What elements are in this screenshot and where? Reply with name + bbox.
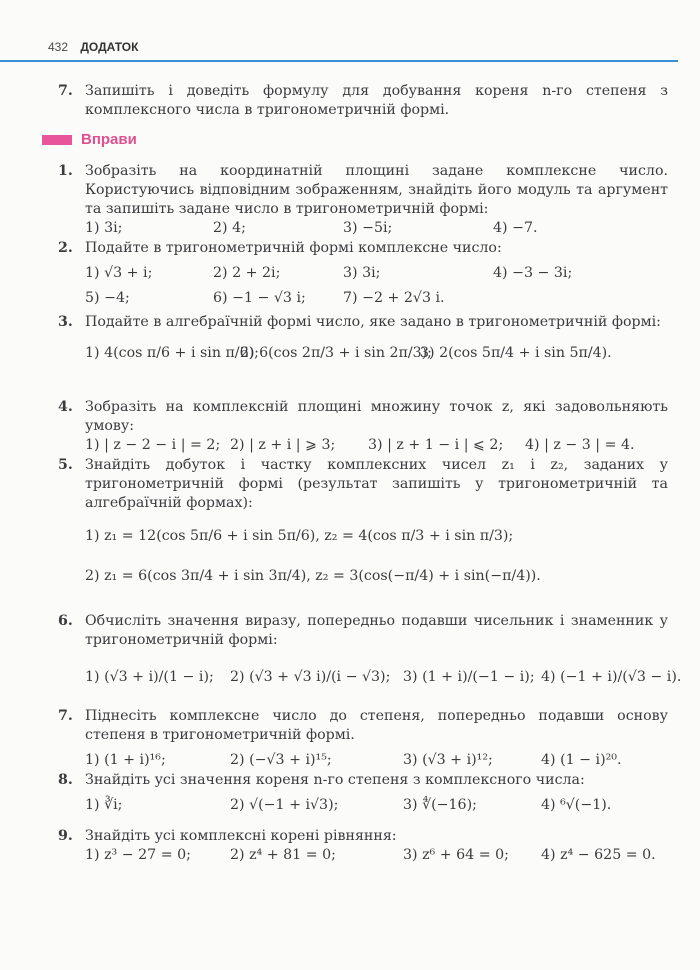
exercise-item: 1) z₁ = 12(cos 5π/6 + i sin 5π/6), z₂ = 4(cos π/3 + i sin π/3); <box>85 528 514 544</box>
exercise-text: Знайдіть усі значення кореня n-го степеня з комплексного числа: <box>85 772 585 788</box>
exercise-item: 2) 6(cos 2π/3 + i sin 2π/3); <box>240 345 432 361</box>
exercise-item: 2) z⁴ + 81 = 0; <box>230 847 336 863</box>
exercise-items <box>85 846 668 865</box>
exercise-items <box>85 289 668 308</box>
exercise-item: 3) −5i; <box>343 220 393 236</box>
exercise-item: 4) (1 − i)²⁰. <box>541 752 622 768</box>
exercise-item: 3) (√3 + i)¹²; <box>403 752 493 768</box>
intro-question <box>58 82 668 120</box>
exercise-item: 3) 2(cos 5π/4 + i sin 5π/4). <box>420 345 612 361</box>
exercise-item: 2) 2 + 2i; <box>213 265 281 281</box>
exercise-items <box>85 527 668 561</box>
exercise-item: 3) ∜(−16); <box>403 797 477 813</box>
exercise-item: 3) z⁶ + 64 = 0; <box>403 847 509 863</box>
exercise-item: 6) −1 − √3 i; <box>213 290 306 306</box>
exercise-item: 1) | z − 2 − i | = 2; <box>85 437 221 453</box>
exercise-number: 4. <box>58 399 73 415</box>
exercise-item: 1) 3i; <box>85 220 123 236</box>
exercise-number: 8. <box>58 772 73 788</box>
exercise-item: 4) | z − 3 | = 4. <box>525 437 635 453</box>
section-marker <box>42 135 72 145</box>
exercise-items <box>85 796 668 815</box>
exercise-number: 5. <box>58 457 73 473</box>
exercise-item: 7) −2 + 2√3 i. <box>343 290 445 306</box>
exercise-2 <box>58 239 668 308</box>
question-text: Запишіть і доведіть формулу для добування кореня n-го степеня з комплексного числа в тригонометричній формі. <box>85 83 668 118</box>
exercise-text: Подайте в тригонометричній формі комплексне число: <box>85 240 502 256</box>
exercise-item: 2) (−√3 + i)¹⁵; <box>230 752 332 768</box>
exercise-items <box>85 567 668 601</box>
exercise-item: 2) | z + i | ⩾ 3; <box>230 437 336 453</box>
exercise-items <box>85 751 668 770</box>
exercise-item: 2) 4; <box>213 220 246 236</box>
exercise-number: 2. <box>58 240 73 256</box>
exercise-number: 6. <box>58 613 73 629</box>
exercise-number: 9. <box>58 828 73 844</box>
exercise-text: Обчисліть значення виразу, попередньо подавши чисельник і знаменник у тригонометричній формі: <box>85 613 668 648</box>
exercise-items <box>85 344 668 370</box>
running-title: ДОДАТОК <box>80 40 139 54</box>
exercise-item: 4) −3 − 3i; <box>493 265 573 281</box>
header-rule <box>0 60 678 62</box>
exercise-7 <box>58 707 668 770</box>
exercise-text: Зобразіть на комплексній площині множину точок z, які задовольняють умову: <box>85 399 668 434</box>
exercise-item: 2) √(−1 + i√3); <box>230 797 339 813</box>
exercise-item: 2) (√3 + √3 i)/(i − √3); <box>230 669 391 685</box>
exercise-3 <box>58 313 668 370</box>
exercise-item: 4) z⁴ − 625 = 0. <box>541 847 656 863</box>
exercise-text: Зобразіть на координатній площині задане комплексне число. Користуючись відповідним зображенням, знайдіть його модуль та аргумент та запишіть задане число в тригонометричній формі: <box>85 163 668 217</box>
exercise-item: 1) 4(cos π/6 + i sin π/6); <box>85 345 259 361</box>
exercise-6 <box>58 612 682 698</box>
exercise-text: Піднесіть комплексне число до степеня, попередньо подавши основу степеня в тригонометричній формі. <box>85 708 668 743</box>
exercise-text: Знайдіть усі комплексні корені рівняння: <box>85 828 397 844</box>
exercise-items <box>85 436 668 455</box>
exercise-1 <box>58 162 668 238</box>
exercise-item: 1) (√3 + i)/(1 − i); <box>85 669 214 685</box>
exercise-item: 3) 3i; <box>343 265 381 281</box>
exercise-number: 7. <box>58 708 73 724</box>
exercise-item: 4) −7. <box>493 220 538 236</box>
question-number: 7. <box>58 83 73 99</box>
exercise-item: 3) (1 + i)/(−1 − i); <box>403 669 535 685</box>
page-header <box>48 40 138 54</box>
exercise-items <box>85 219 668 238</box>
exercise-items <box>85 668 682 698</box>
exercise-8 <box>58 771 668 815</box>
page-number: 432 <box>48 40 69 54</box>
exercise-item: 4) (−1 + i)/(√3 − i). <box>541 669 682 685</box>
exercise-text: Знайдіть добуток і частку комплексних чисел z₁ і z₂, заданих у тригонометричній формі (результат запишіть у тригонометричній та алгебраїчній формах): <box>85 457 668 511</box>
exercise-text: Подайте в алгебраїчній формі число, яке задано в тригонометричній формі: <box>85 314 661 330</box>
exercise-item: 1) (1 + i)¹⁶; <box>85 752 166 768</box>
exercise-item: 2) z₁ = 6(cos 3π/4 + i sin 3π/4), z₂ = 3(cos(−π/4) + i sin(−π/4)). <box>85 568 541 584</box>
exercise-item: 5) −4; <box>85 290 130 306</box>
exercise-item: 1) ∛i; <box>85 797 123 813</box>
exercise-item: 1) √3 + i; <box>85 265 153 281</box>
exercise-items <box>85 264 668 283</box>
section-title: Вправи <box>81 131 137 148</box>
exercise-4 <box>58 398 668 455</box>
exercise-9 <box>58 827 668 865</box>
section-heading <box>42 131 137 148</box>
exercise-5 <box>58 456 668 601</box>
exercise-item: 4) ⁶√(−1). <box>541 797 612 813</box>
exercise-item: 1) z³ − 27 = 0; <box>85 847 191 863</box>
exercise-item: 3) | z + 1 − i | ⩽ 2; <box>368 437 504 453</box>
exercise-number: 1. <box>58 163 73 179</box>
exercise-number: 3. <box>58 314 73 330</box>
